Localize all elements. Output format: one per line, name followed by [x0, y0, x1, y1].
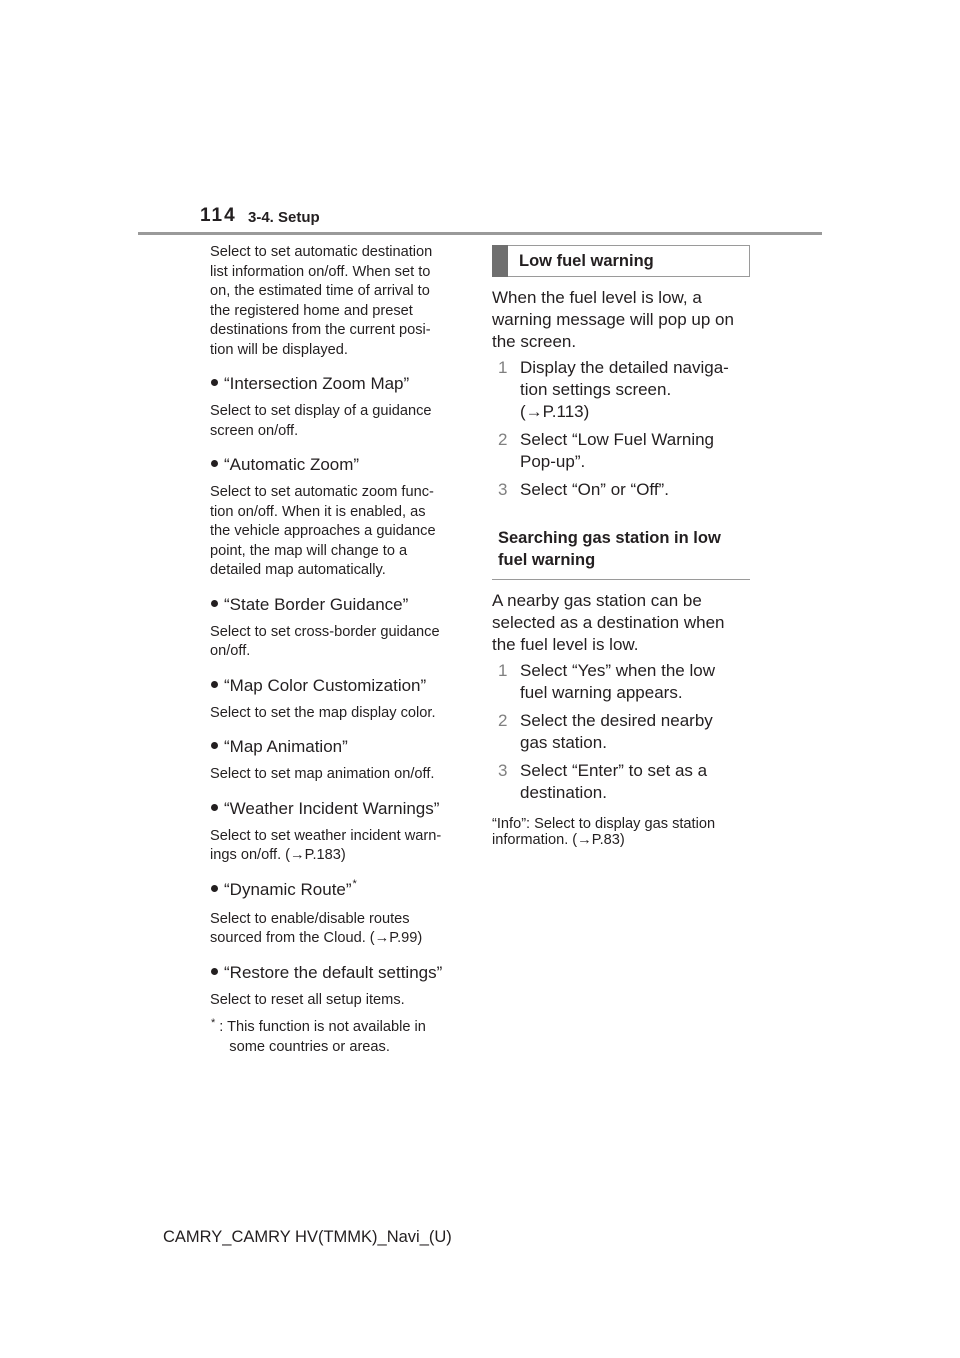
setting-title: “Weather Incident Warnings” [224, 798, 440, 818]
setting-title: “Restore the default settings” [224, 962, 443, 982]
section-title: 3-4. Setup [248, 209, 320, 226]
page-footer: CAMRY_CAMRY HV(TMMK)_Navi_(U) [163, 1228, 452, 1246]
setting-title: “Map Color Customization” [224, 675, 427, 695]
paragraph-low-fuel: When the fuel level is low, a warning message will pop up on the screen. [492, 288, 734, 351]
bullet-icon [211, 460, 218, 467]
heading-searching-gas-station: Searching gas station in low fuel warning [492, 521, 750, 580]
bullet-icon [211, 379, 218, 386]
setting-title: “Intersection Zoom Map” [224, 374, 410, 393]
heading-tab-marker [492, 245, 508, 277]
setting-item-state-border-guidance [210, 593, 472, 662]
setting-description: Select to reset all setup items. [210, 991, 405, 1008]
page-number: 114 [200, 205, 237, 226]
footnote-mark: * [211, 1017, 216, 1029]
setting-description: Select to set display of a guidance screen on/off. [210, 403, 432, 439]
bullet-icon [211, 681, 218, 688]
step-item: 3 Select “On” or “Off”. [492, 479, 750, 501]
setting-item-map-animation [210, 735, 472, 785]
step-number: 1 [498, 661, 508, 680]
setting-description: Select to set map animation on/off. [210, 766, 435, 782]
info-note: “Info”: Select to display gas station information. (→P.83) [492, 816, 716, 848]
bullet-icon [211, 742, 218, 749]
setting-item-weather-incident-warnings [210, 797, 472, 866]
step-number: 1 [498, 358, 508, 377]
setting-item-automatic-zoom [210, 453, 472, 581]
setting-description: Select to set weather incident warn- ings on/off. (→P.183) [210, 827, 442, 863]
setting-description: Select to enable/disable routes sourced from the Cloud. (→P.99) [210, 910, 423, 946]
step-item: 1 Display the detailed naviga- tion settings screen. (→P.113) [492, 357, 750, 423]
setting-item-map-color-customization [210, 674, 472, 724]
step-number: 2 [498, 430, 508, 449]
setting-item-intersection-zoom-map [210, 372, 472, 441]
setting-title: “State Border Guidance” [224, 594, 409, 614]
step-item: 2 Select the desired nearby gas station. [492, 710, 750, 754]
step-item: 1 Select “Yes” when the low fuel warning appears. [492, 660, 750, 704]
right-column [492, 245, 750, 863]
header-divider [138, 232, 822, 235]
bullet-icon [211, 600, 218, 607]
setting-description: Select to set the map display color. [210, 704, 436, 721]
setting-item-restore-defaults [210, 961, 472, 1011]
step-number: 2 [498, 711, 508, 730]
setting-title: “Map Animation” [224, 737, 348, 756]
footnote: * : This function is not available in some countries or areas. [210, 1018, 472, 1057]
step-number: 3 [498, 480, 508, 499]
heading-low-fuel-warning: Low fuel warning [492, 245, 750, 277]
setting-description: Select to set automatic zoom func- tion on/off. When it is enabled, as the vehicle approaches a guidance point, the map will change to a detailed map automatically. [210, 484, 436, 578]
bullet-icon [211, 804, 218, 811]
bullet-icon [211, 968, 218, 975]
bullet-icon [211, 885, 218, 892]
paragraph-gas-station: A nearby gas station can be selected as a destination when the fuel level is low. [492, 591, 725, 654]
left-column [210, 243, 472, 1057]
intro-text: Select to set automatic destination list information on/off. When set to on, the estimated time of arrival to the registered home and preset destinations from the current posi- tion will be displayed. [210, 244, 433, 358]
setting-description: Select to set cross-border guidance on/off. [210, 623, 440, 659]
setting-item-dynamic-route [210, 878, 472, 949]
setting-title: “Automatic Zoom” [224, 455, 360, 474]
step-item: 3 Select “Enter” to set as a destination. [492, 760, 750, 804]
step-item: 2 Select “Low Fuel Warning Pop-up”. [492, 429, 750, 473]
page-header [200, 205, 822, 233]
step-number: 3 [498, 761, 508, 780]
setting-title: “Dynamic Route” [224, 879, 352, 899]
footnote-marker: * [352, 877, 357, 890]
